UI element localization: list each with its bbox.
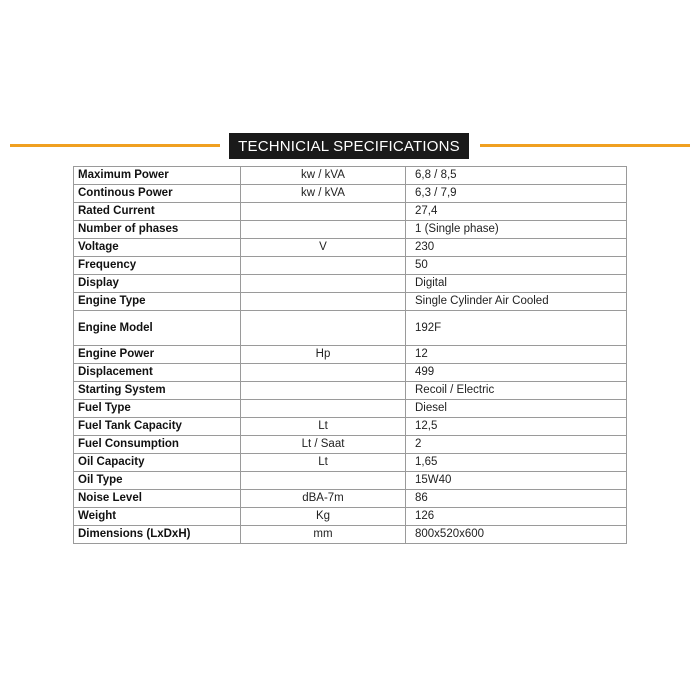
spec-title: TECHNICIAL SPECIFICATIONS — [229, 133, 469, 159]
right-accent-rule — [480, 144, 690, 147]
spec-unit — [241, 400, 406, 418]
spec-parameter: Continous Power — [74, 185, 241, 203]
table-row — [74, 203, 627, 221]
spec-value: Diesel — [406, 400, 627, 418]
spec-parameter: Maximum Power — [74, 167, 241, 185]
spec-parameter: Fuel Type — [74, 400, 241, 418]
spec-unit: kw / kVA — [241, 185, 406, 203]
spec-unit — [241, 221, 406, 239]
spec-value: 27,4 — [406, 203, 627, 221]
spec-unit — [241, 293, 406, 311]
spec-value: 126 — [406, 508, 627, 526]
table-row — [74, 526, 627, 544]
spec-value: Recoil / Electric — [406, 382, 627, 400]
spec-value: 12 — [406, 346, 627, 364]
spec-unit: V — [241, 239, 406, 257]
spec-unit — [241, 275, 406, 293]
table-row — [74, 293, 627, 311]
left-accent-rule — [10, 144, 220, 147]
spec-parameter: Fuel Tank Capacity — [74, 418, 241, 436]
spec-parameter: Engine Model — [74, 311, 241, 346]
spec-parameter: Oil Type — [74, 472, 241, 490]
spec-value: 6,3 / 7,9 — [406, 185, 627, 203]
spec-unit — [241, 257, 406, 275]
spec-unit: Hp — [241, 346, 406, 364]
table-row — [74, 490, 627, 508]
table-row — [74, 185, 627, 203]
spec-table — [73, 166, 627, 544]
spec-parameter: Oil Capacity — [74, 454, 241, 472]
table-row — [74, 311, 627, 346]
spec-value: 2 — [406, 436, 627, 454]
table-row — [74, 346, 627, 364]
spec-unit — [241, 364, 406, 382]
spec-value: 6,8 / 8,5 — [406, 167, 627, 185]
spec-value: Single Cylinder Air Cooled — [406, 293, 627, 311]
spec-value: 1,65 — [406, 454, 627, 472]
spec-parameter: Rated Current — [74, 203, 241, 221]
spec-unit — [241, 203, 406, 221]
table-row — [74, 454, 627, 472]
spec-value: 12,5 — [406, 418, 627, 436]
spec-value: 192F — [406, 311, 627, 346]
spec-value: 86 — [406, 490, 627, 508]
table-row — [74, 508, 627, 526]
spec-value: 50 — [406, 257, 627, 275]
table-row — [74, 364, 627, 382]
spec-parameter: Dimensions (LxDxH) — [74, 526, 241, 544]
spec-parameter: Frequency — [74, 257, 241, 275]
spec-unit: mm — [241, 526, 406, 544]
spec-parameter: Voltage — [74, 239, 241, 257]
table-row — [74, 275, 627, 293]
spec-value: 1 (Single phase) — [406, 221, 627, 239]
spec-unit: Lt / Saat — [241, 436, 406, 454]
spec-unit: Lt — [241, 454, 406, 472]
spec-parameter: Engine Power — [74, 346, 241, 364]
spec-unit: Kg — [241, 508, 406, 526]
spec-parameter: Noise Level — [74, 490, 241, 508]
table-row — [74, 167, 627, 185]
spec-parameter: Display — [74, 275, 241, 293]
spec-unit: kw / kVA — [241, 167, 406, 185]
spec-unit — [241, 382, 406, 400]
spec-parameter: Number of phases — [74, 221, 241, 239]
table-row — [74, 221, 627, 239]
spec-parameter: Fuel Consumption — [74, 436, 241, 454]
spec-parameter: Starting System — [74, 382, 241, 400]
table-row — [74, 436, 627, 454]
spec-value: 230 — [406, 239, 627, 257]
spec-value: 15W40 — [406, 472, 627, 490]
spec-value: 800x520x600 — [406, 526, 627, 544]
spec-value: 499 — [406, 364, 627, 382]
spec-unit — [241, 311, 406, 346]
spec-parameter: Weight — [74, 508, 241, 526]
spec-parameter: Engine Type — [74, 293, 241, 311]
table-row — [74, 382, 627, 400]
spec-parameter: Displacement — [74, 364, 241, 382]
table-row — [74, 400, 627, 418]
spec-unit — [241, 472, 406, 490]
table-row — [74, 257, 627, 275]
table-row — [74, 418, 627, 436]
table-row — [74, 239, 627, 257]
spec-value: Digital — [406, 275, 627, 293]
spec-unit: Lt — [241, 418, 406, 436]
table-row — [74, 472, 627, 490]
spec-unit: dBA-7m — [241, 490, 406, 508]
